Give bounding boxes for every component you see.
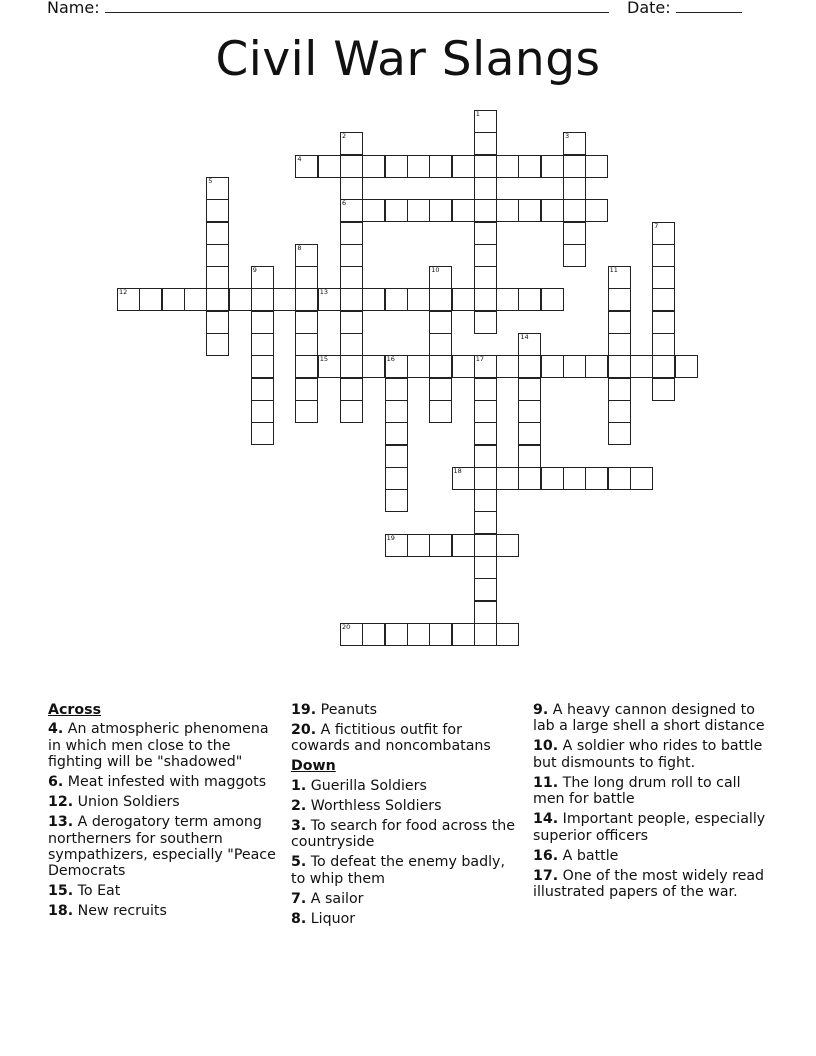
clue-text: Guerilla Soldiers xyxy=(306,777,427,794)
clue-number: 17. xyxy=(533,867,559,884)
grid-cell[interactable] xyxy=(295,355,318,378)
clue-number: 15. xyxy=(48,883,74,900)
grid-cell[interactable] xyxy=(474,132,497,155)
grid-cell[interactable] xyxy=(340,400,363,423)
grid-cell[interactable] xyxy=(385,155,408,178)
grid-cell[interactable] xyxy=(452,623,475,646)
grid-cell[interactable] xyxy=(541,355,564,378)
grid-cell[interactable] xyxy=(652,311,675,334)
grid-cell[interactable] xyxy=(608,311,631,334)
grid-cell[interactable] xyxy=(429,623,452,646)
grid-cell[interactable] xyxy=(608,355,631,378)
grid-cell[interactable] xyxy=(452,467,475,490)
grid-cell[interactable] xyxy=(429,155,452,178)
grid-cell[interactable] xyxy=(608,378,631,401)
grid-cell[interactable] xyxy=(474,556,497,579)
grid-cell[interactable] xyxy=(518,199,541,222)
grid-cell[interactable] xyxy=(652,378,675,401)
grid-cell[interactable] xyxy=(295,400,318,423)
grid-cell[interactable] xyxy=(251,422,274,445)
cell-number: 17 xyxy=(475,355,485,364)
grid-cell[interactable] xyxy=(362,623,385,646)
grid-cell[interactable] xyxy=(496,199,519,222)
clue-across-18 xyxy=(48,903,280,919)
clue-across-12 xyxy=(48,794,280,810)
clue-text: To search for food across the countryside xyxy=(291,817,516,851)
grid-cell[interactable] xyxy=(251,378,274,401)
grid-cell[interactable] xyxy=(652,222,675,245)
puzzle-title: Civil War Slangs xyxy=(215,32,601,87)
grid-cell[interactable] xyxy=(474,511,497,534)
grid-cell[interactable] xyxy=(474,222,497,245)
grid-cell[interactable] xyxy=(251,333,274,356)
grid-cell[interactable] xyxy=(518,422,541,445)
grid-cell[interactable] xyxy=(407,288,430,311)
grid-cell[interactable] xyxy=(429,199,452,222)
clue-number: 7. xyxy=(291,890,307,907)
cell-number: 19 xyxy=(386,533,395,542)
grid-cell[interactable] xyxy=(340,177,363,200)
grid-cell[interactable] xyxy=(518,155,541,178)
across-heading: Across xyxy=(48,702,102,718)
cell-number: 13 xyxy=(319,288,328,297)
grid-cell[interactable] xyxy=(385,534,408,557)
grid-cell[interactable] xyxy=(518,378,541,401)
grid-cell[interactable] xyxy=(474,578,497,601)
grid-cell[interactable] xyxy=(474,199,497,222)
clue-number: 12. xyxy=(48,794,74,811)
grid-cell[interactable] xyxy=(652,333,675,356)
grid-cell[interactable] xyxy=(251,311,274,334)
clue-text: Worthless Soldiers xyxy=(306,797,442,814)
grid-cell[interactable] xyxy=(496,288,519,311)
grid-cell[interactable] xyxy=(518,288,541,311)
grid-cell[interactable] xyxy=(474,534,497,557)
clue-number: 6. xyxy=(48,774,64,791)
grid-cell[interactable] xyxy=(407,155,430,178)
grid-cell[interactable] xyxy=(630,355,653,378)
clue-number: 16. xyxy=(533,847,559,864)
clue-number: 13. xyxy=(48,814,74,831)
clue-down-14 xyxy=(533,811,769,844)
grid-cell[interactable] xyxy=(474,489,497,512)
grid-cell[interactable] xyxy=(652,288,675,311)
clue-column-2 xyxy=(291,702,523,931)
cell-number: 3 xyxy=(565,132,570,141)
grid-cell[interactable] xyxy=(563,467,586,490)
clue-down-7 xyxy=(291,891,523,907)
clue-across-19 xyxy=(291,702,523,718)
grid-cell[interactable] xyxy=(139,288,162,311)
grid-cell[interactable] xyxy=(340,288,363,311)
grid-cell[interactable] xyxy=(563,355,586,378)
grid-cell[interactable] xyxy=(385,623,408,646)
grid-cell[interactable] xyxy=(340,623,363,646)
cell-number: 2 xyxy=(342,132,347,141)
clue-number: 11. xyxy=(533,774,559,791)
grid-cell[interactable] xyxy=(563,222,586,245)
clue-down-2 xyxy=(291,798,523,814)
grid-cell[interactable] xyxy=(563,155,586,178)
grid-cell[interactable] xyxy=(429,333,452,356)
clue-number: 1. xyxy=(291,777,307,794)
grid-cell[interactable] xyxy=(608,422,631,445)
clue-number: 10. xyxy=(533,738,559,755)
grid-cell[interactable] xyxy=(385,378,408,401)
grid-cell[interactable] xyxy=(362,355,385,378)
cell-number: 15 xyxy=(319,355,328,364)
cell-number: 16 xyxy=(386,355,395,364)
clue-text: An atmospheric phenomena in which men close to the fighting will be "shadowed" xyxy=(48,721,269,771)
clue-number: 5. xyxy=(291,854,307,871)
grid-cell[interactable] xyxy=(429,355,452,378)
clue-across-15 xyxy=(48,883,280,899)
grid-cell[interactable] xyxy=(452,199,475,222)
grid-cell[interactable] xyxy=(407,623,430,646)
grid-cell[interactable] xyxy=(429,534,452,557)
grid-cell[interactable] xyxy=(429,378,452,401)
grid-cell[interactable] xyxy=(541,199,564,222)
grid-cell[interactable] xyxy=(474,355,497,378)
grid-cell[interactable] xyxy=(452,355,475,378)
grid-cell[interactable] xyxy=(496,355,519,378)
clue-text: Union Soldiers xyxy=(73,794,180,811)
grid-cell[interactable] xyxy=(229,288,252,311)
grid-cell[interactable] xyxy=(474,266,497,289)
grid-cell[interactable] xyxy=(407,534,430,557)
cell-number: 8 xyxy=(297,243,302,252)
cell-number: 1 xyxy=(475,110,480,118)
clue-number: 4. xyxy=(48,721,64,738)
clue-down-11 xyxy=(533,775,769,808)
grid-cell[interactable] xyxy=(652,355,675,378)
grid-cell[interactable] xyxy=(340,266,363,289)
clue-text: To Eat xyxy=(73,883,121,900)
clue-number: 18. xyxy=(48,903,74,920)
grid-cell[interactable] xyxy=(340,132,363,155)
cell-number: 9 xyxy=(252,266,257,275)
grid-cell[interactable] xyxy=(407,199,430,222)
grid-cell[interactable] xyxy=(608,266,631,289)
grid-cell[interactable] xyxy=(206,177,229,200)
clue-across-13 xyxy=(48,814,280,880)
clue-number: 20. xyxy=(291,722,317,738)
cell-number: 20 xyxy=(342,622,351,631)
grid-cell[interactable] xyxy=(518,400,541,423)
clue-column-1 xyxy=(48,702,280,923)
grid-cell[interactable] xyxy=(474,244,497,267)
grid-cell[interactable] xyxy=(429,311,452,334)
clue-text: A heavy cannon designed to lab a large shell a short distance xyxy=(533,702,765,735)
grid-cell[interactable] xyxy=(452,534,475,557)
clue-number: 9. xyxy=(533,702,549,718)
grid-cell[interactable] xyxy=(340,311,363,334)
grid-cell[interactable] xyxy=(206,311,229,334)
grid-cell[interactable] xyxy=(295,288,318,311)
clue-down-17 xyxy=(533,868,769,901)
grid-cell[interactable] xyxy=(206,333,229,356)
grid-cell[interactable] xyxy=(318,288,341,311)
grid-cell[interactable] xyxy=(563,132,586,155)
grid-cell[interactable] xyxy=(652,266,675,289)
grid-cell[interactable] xyxy=(385,467,408,490)
clue-number: 8. xyxy=(291,910,307,927)
clue-text: Peanuts xyxy=(316,702,378,718)
clue-text: One of the most widely read illustrated papers of the war. xyxy=(533,867,765,901)
grid-cell[interactable] xyxy=(206,244,229,267)
grid-cell[interactable] xyxy=(541,288,564,311)
grid-cell[interactable] xyxy=(340,355,363,378)
grid-cell[interactable] xyxy=(585,355,608,378)
grid-cell[interactable] xyxy=(496,155,519,178)
clue-text: New recruits xyxy=(73,903,167,920)
grid-cell[interactable] xyxy=(474,623,497,646)
clue-text: The long drum roll to call men for battle xyxy=(533,774,741,808)
grid-cell[interactable] xyxy=(295,244,318,267)
grid-cell[interactable] xyxy=(251,355,274,378)
grid-cell[interactable] xyxy=(429,266,452,289)
grid-cell[interactable] xyxy=(429,288,452,311)
grid-cell[interactable] xyxy=(295,266,318,289)
grid-cell[interactable] xyxy=(429,400,452,423)
clue-text: Liquor xyxy=(306,910,356,927)
grid-cell[interactable] xyxy=(340,155,363,178)
grid-cell[interactable] xyxy=(585,155,608,178)
cell-number: 5 xyxy=(208,176,213,185)
grid-cell[interactable] xyxy=(340,378,363,401)
grid-cell[interactable] xyxy=(608,333,631,356)
clue-down-3 xyxy=(291,818,523,851)
clue-text: A sailor xyxy=(306,890,364,907)
grid-cell[interactable] xyxy=(385,355,408,378)
clue-down-10 xyxy=(533,738,769,771)
grid-cell[interactable] xyxy=(474,110,497,133)
grid-cell[interactable] xyxy=(206,199,229,222)
grid-cell[interactable] xyxy=(206,222,229,245)
grid-cell[interactable] xyxy=(340,222,363,245)
grid-cell[interactable] xyxy=(474,288,497,311)
clue-number: 14. xyxy=(533,811,559,828)
grid-cell[interactable] xyxy=(318,355,341,378)
grid-cell[interactable] xyxy=(362,288,385,311)
clue-across-20 xyxy=(291,722,523,755)
cell-number: 6 xyxy=(342,199,347,208)
clue-text: A soldier who rides to battle but dismounts to fight. xyxy=(533,738,763,771)
grid-cell[interactable] xyxy=(295,155,318,178)
date-label: Date: xyxy=(627,0,671,17)
grid-cell[interactable] xyxy=(362,199,385,222)
grid-cell[interactable] xyxy=(184,288,207,311)
cell-number: 4 xyxy=(297,154,302,163)
cell-number: 14 xyxy=(520,333,529,341)
clue-down-1 xyxy=(291,778,523,794)
grid-cell[interactable] xyxy=(675,355,698,378)
cell-number: 7 xyxy=(654,221,659,230)
grid-cell[interactable] xyxy=(608,288,631,311)
clue-across-6 xyxy=(48,774,280,790)
cell-number: 18 xyxy=(453,466,462,475)
grid-cell[interactable] xyxy=(474,155,497,178)
grid-cell[interactable] xyxy=(474,400,497,423)
grid-cell[interactable] xyxy=(585,467,608,490)
down-heading: Down xyxy=(291,758,336,775)
grid-cell[interactable] xyxy=(474,422,497,445)
grid-cell[interactable] xyxy=(496,623,519,646)
grid-cell[interactable] xyxy=(385,400,408,423)
grid-cell[interactable] xyxy=(518,445,541,468)
clue-number: 3. xyxy=(291,817,307,834)
grid-cell[interactable] xyxy=(585,199,608,222)
clue-column-3 xyxy=(533,702,769,904)
grid-cell[interactable] xyxy=(385,288,408,311)
clue-number: 2. xyxy=(291,797,307,814)
grid-cell[interactable] xyxy=(474,601,497,624)
clue-text: To defeat the enemy badly, to whip them xyxy=(291,854,505,887)
grid-cell[interactable] xyxy=(518,355,541,378)
cell-number: 10 xyxy=(431,266,440,275)
grid-cell[interactable] xyxy=(340,199,363,222)
grid-cell[interactable] xyxy=(385,199,408,222)
grid-cell[interactable] xyxy=(251,400,274,423)
grid-cell[interactable] xyxy=(608,467,631,490)
grid-cell[interactable] xyxy=(385,489,408,512)
clue-text: Meat infested with maggots xyxy=(63,774,267,791)
clue-down-5 xyxy=(291,854,523,887)
grid-cell[interactable] xyxy=(340,244,363,267)
cell-number: 11 xyxy=(609,266,618,275)
grid-cell[interactable] xyxy=(251,288,274,311)
grid-cell[interactable] xyxy=(117,288,140,311)
grid-cell[interactable] xyxy=(273,288,296,311)
grid-cell[interactable] xyxy=(541,155,564,178)
grid-cell[interactable] xyxy=(518,467,541,490)
clue-text: A battle xyxy=(558,847,619,864)
grid-cell[interactable] xyxy=(496,534,519,557)
grid-cell[interactable] xyxy=(652,244,675,267)
clue-text: A fictitious outfit for cowards and noncombatans xyxy=(291,722,491,755)
cell-number: 12 xyxy=(119,288,128,297)
grid-cell[interactable] xyxy=(518,333,541,356)
grid-cell[interactable] xyxy=(295,311,318,334)
clue-text: A derogatory term among northerners for southern sympathizers, especially "Peace Democrats xyxy=(48,814,276,880)
grid-cell[interactable] xyxy=(563,199,586,222)
grid-cell[interactable] xyxy=(474,445,497,468)
clue-number: 19. xyxy=(291,702,317,718)
clue-across-4 xyxy=(48,721,280,770)
grid-cell[interactable] xyxy=(630,467,653,490)
grid-cell[interactable] xyxy=(251,266,274,289)
grid-cell[interactable] xyxy=(295,333,318,356)
grid-cell[interactable] xyxy=(474,378,497,401)
grid-cell[interactable] xyxy=(474,467,497,490)
grid-cell[interactable] xyxy=(362,155,385,178)
grid-cell[interactable] xyxy=(474,177,497,200)
name-label: Name: xyxy=(47,0,100,17)
grid-cell[interactable] xyxy=(385,422,408,445)
grid-cell[interactable] xyxy=(295,378,318,401)
grid-cell[interactable] xyxy=(407,355,430,378)
clue-text: Important people, especially superior officers xyxy=(533,811,766,844)
grid-cell[interactable] xyxy=(206,266,229,289)
grid-cell[interactable] xyxy=(318,155,341,178)
grid-cell[interactable] xyxy=(563,244,586,267)
grid-cell[interactable] xyxy=(452,155,475,178)
clue-down-9 xyxy=(533,702,769,735)
grid-cell[interactable] xyxy=(162,288,185,311)
clue-down-8 xyxy=(291,911,523,927)
grid-cell[interactable] xyxy=(474,311,497,334)
grid-cell[interactable] xyxy=(340,333,363,356)
grid-cell[interactable] xyxy=(452,288,475,311)
grid-cell[interactable] xyxy=(206,288,229,311)
grid-cell[interactable] xyxy=(496,467,519,490)
grid-cell[interactable] xyxy=(563,177,586,200)
grid-cell[interactable] xyxy=(541,467,564,490)
grid-cell[interactable] xyxy=(385,445,408,468)
clue-down-16 xyxy=(533,848,769,864)
grid-cell[interactable] xyxy=(608,400,631,423)
